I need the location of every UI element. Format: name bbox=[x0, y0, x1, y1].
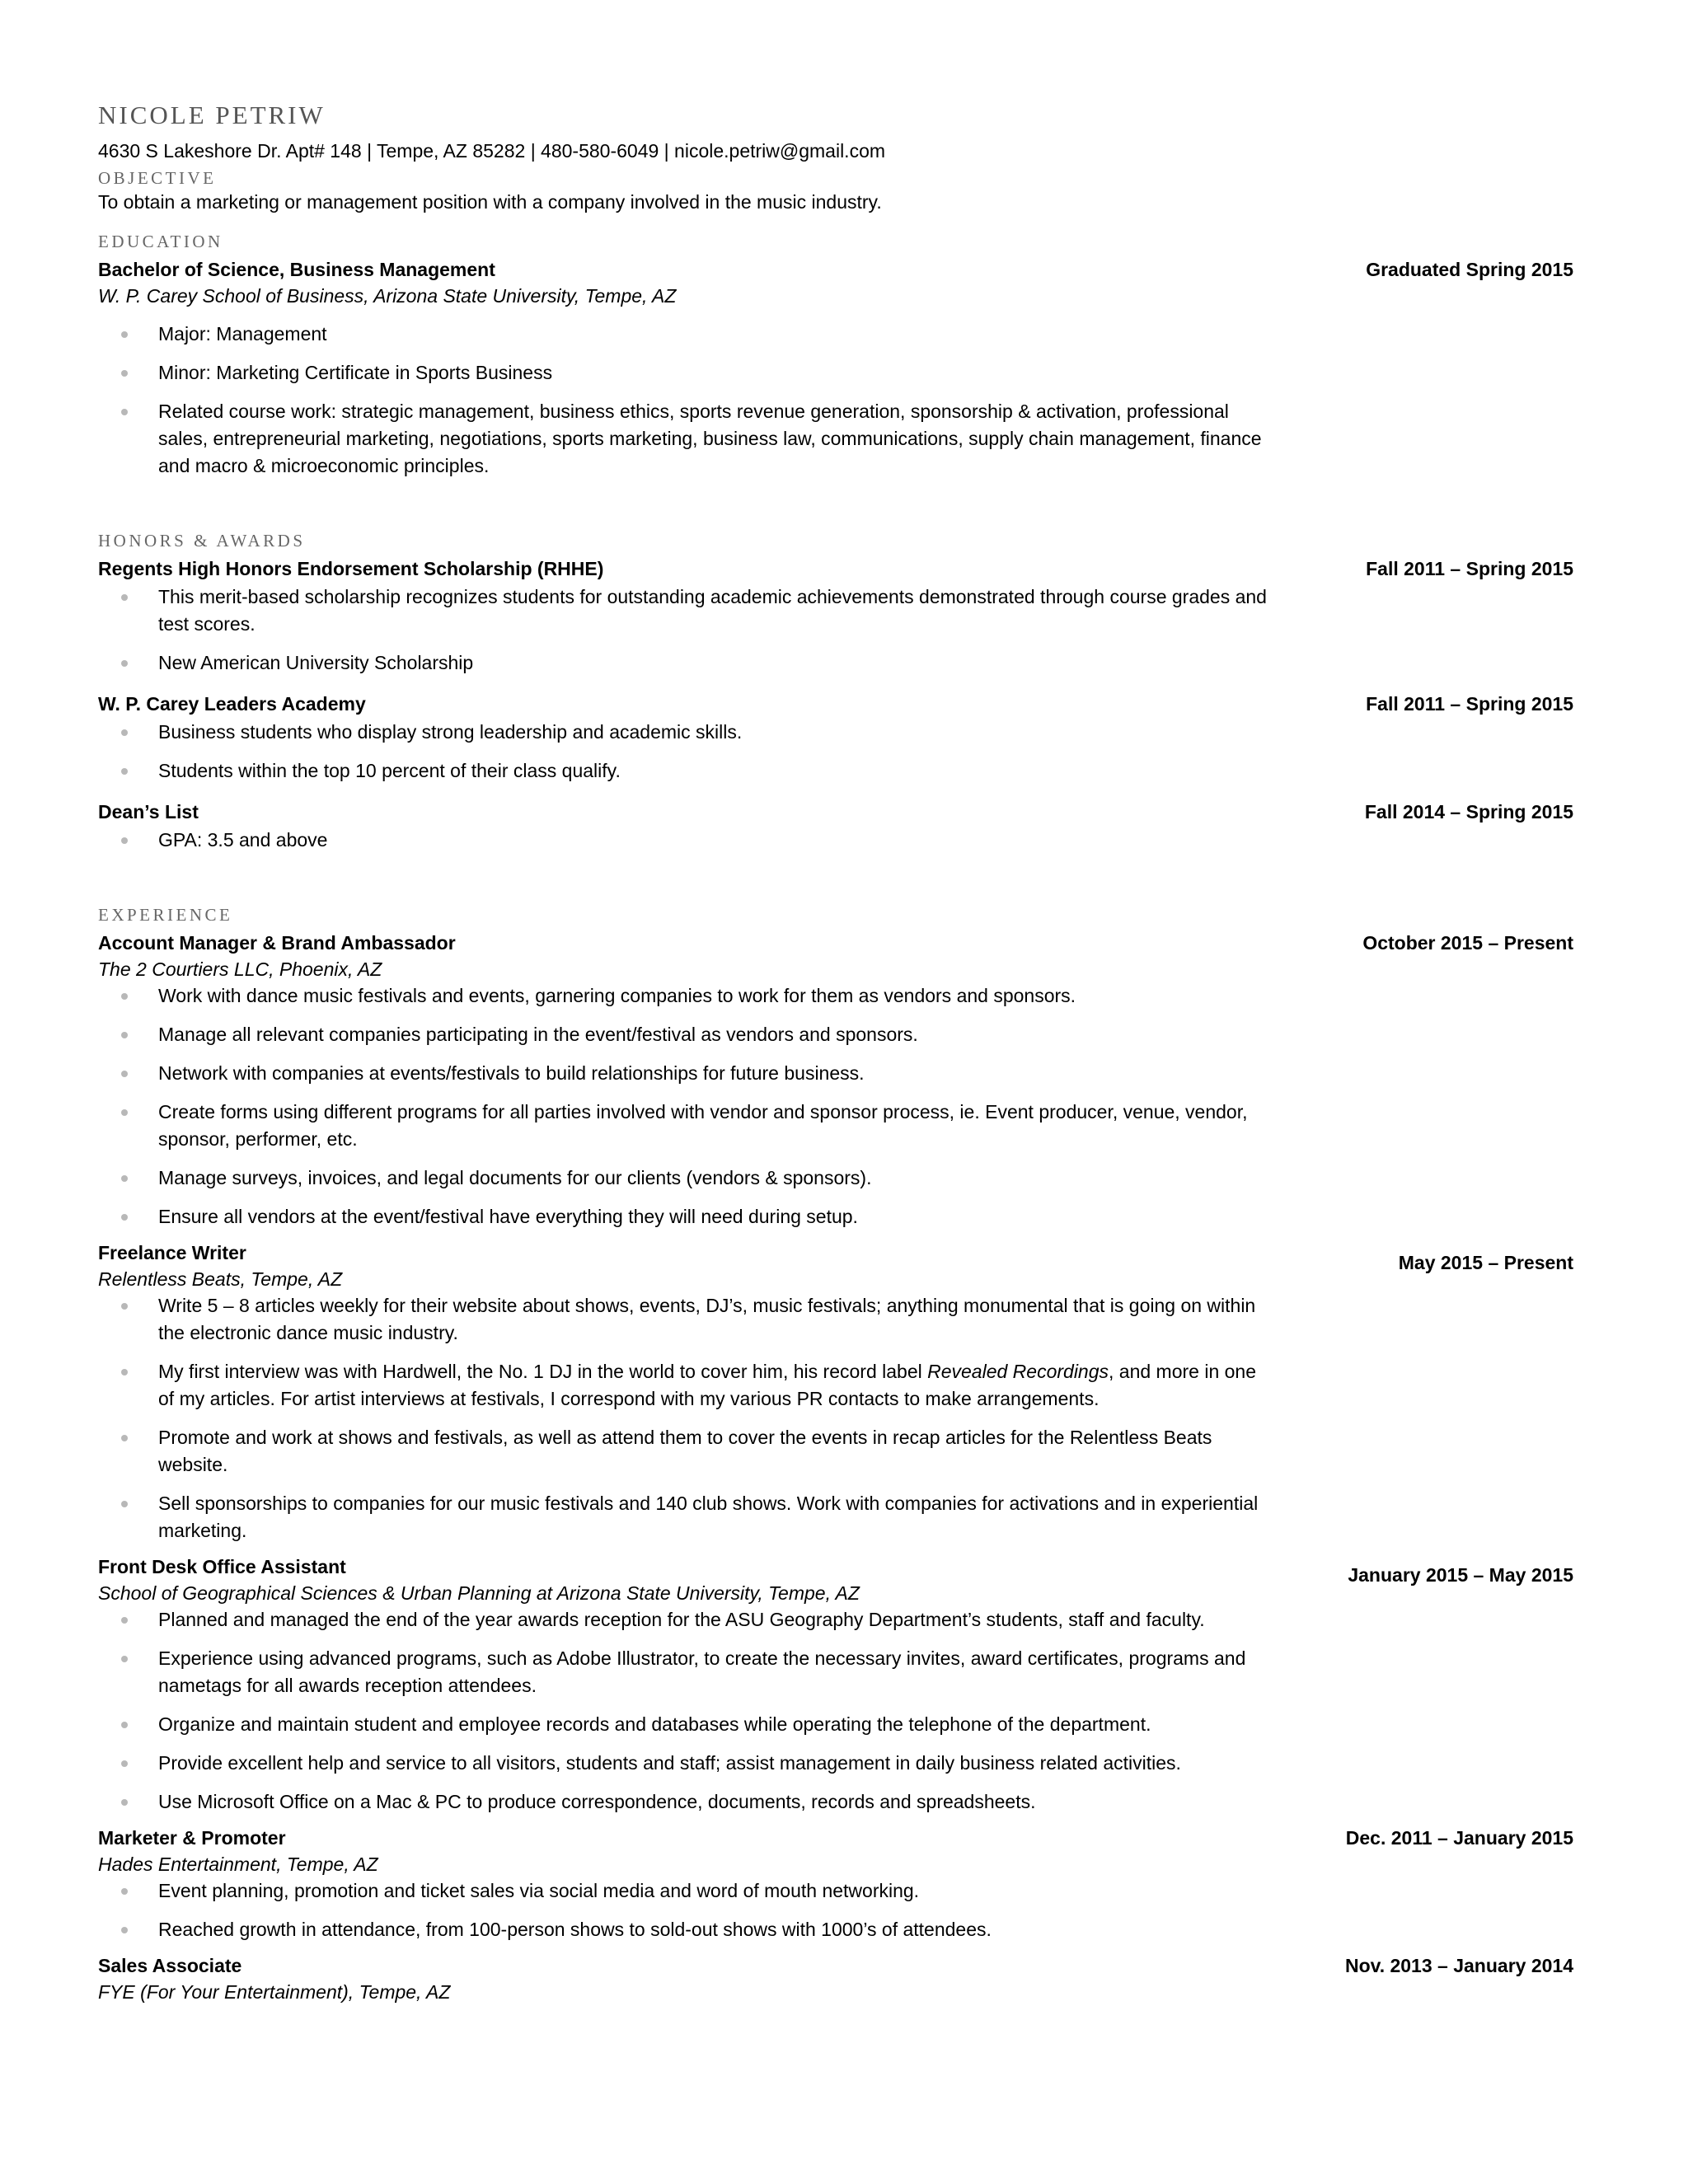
entry-header bbox=[98, 1556, 1573, 1586]
bullet-text: My first interview was with Hardwell, the No. 1 DJ in the world to cover him, his record label bbox=[158, 1361, 928, 1382]
entry-header bbox=[98, 1242, 1573, 1273]
experience-entry bbox=[98, 932, 1573, 1230]
bullet-item: Students within the top 10 percent of their class qualify. bbox=[98, 757, 1268, 785]
entry-header bbox=[98, 259, 1573, 281]
entry-date: Fall 2011 – Spring 2015 bbox=[1366, 558, 1573, 579]
experience-entry bbox=[98, 1242, 1573, 1544]
entry-title: Marketer & Promoter bbox=[98, 1827, 286, 1849]
entry-date: Graduated Spring 2015 bbox=[1366, 259, 1573, 280]
bullet-item: Provide excellent help and service to all visitors, students and staff; assist management in daily business related activities. bbox=[98, 1750, 1268, 1777]
honors-entry bbox=[98, 693, 1573, 785]
experience-entry bbox=[98, 1556, 1573, 1816]
entry-date: Fall 2014 – Spring 2015 bbox=[1364, 801, 1573, 823]
entry-header bbox=[98, 932, 1573, 954]
honors-entry bbox=[98, 558, 1573, 677]
entry-subtitle: Hades Entertainment, Tempe, AZ bbox=[98, 1854, 378, 1875]
experience-heading: EXPERIENCE bbox=[98, 905, 233, 925]
entry-title: Sales Associate bbox=[98, 1955, 242, 1976]
honors-heading: HONORS & AWARDS bbox=[98, 531, 306, 551]
bullet-item: Ensure all vendors at the event/festival have everything they will need during setup. bbox=[98, 1203, 1268, 1230]
bullet-item: Manage all relevant companies participating in the event/festival as vendors and sponsors. bbox=[98, 1021, 1268, 1048]
entry-subtitle: W. P. Carey School of Business, Arizona State University, Tempe, AZ bbox=[98, 285, 677, 307]
entry-date: Nov. 2013 – January 2014 bbox=[1344, 1955, 1573, 1976]
entry-subtitle: The 2 Courtiers LLC, Phoenix, AZ bbox=[98, 958, 382, 980]
bullet-item: Planned and managed the end of the year awards reception for the ASU Geography Department’s students, staff and faculty. bbox=[98, 1606, 1268, 1633]
bullet-list bbox=[98, 1292, 1268, 1544]
objective-heading: OBJECTIVE bbox=[98, 168, 217, 188]
bullet-list bbox=[98, 1877, 1268, 1943]
entry-title: Freelance Writer bbox=[98, 1242, 246, 1263]
bullet-item: Work with dance music festivals and events, garnering companies to work for them as vendors and sponsors. bbox=[98, 982, 1268, 1010]
entry-title: Dean’s List bbox=[98, 801, 199, 823]
bullet-list bbox=[98, 321, 1268, 480]
objective-text: To obtain a marketing or management position with a company involved in the music industry. bbox=[98, 191, 882, 213]
bullet-item: Reached growth in attendance, from 100-person shows to sold-out shows with 1000’s of attendees. bbox=[98, 1916, 1268, 1943]
entry-subtitle: Relentless Beats, Tempe, AZ bbox=[98, 1268, 343, 1290]
entry-date: Dec. 2011 – January 2015 bbox=[1345, 1827, 1573, 1849]
bullet-list bbox=[98, 982, 1268, 1230]
entry-title: Account Manager & Brand Ambassador bbox=[98, 932, 456, 954]
bullet-item: Minor: Marketing Certificate in Sports Business bbox=[98, 359, 1268, 387]
entry-header bbox=[98, 693, 1573, 715]
bullet-item: Experience using advanced programs, such as Adobe Illustrator, to create the necessary invites, award certificates, programs and nametags for all awards reception attendees. bbox=[98, 1645, 1268, 1699]
bullet-item: Business students who display strong leadership and academic skills. bbox=[98, 719, 1268, 746]
bullet-item: Sell sponsorships to companies for our music festivals and 140 club shows. Work with companies for activations and in experiential marketing. bbox=[98, 1490, 1268, 1544]
entry-title: Front Desk Office Assistant bbox=[98, 1556, 346, 1577]
resume-page bbox=[98, 101, 1573, 2004]
honors-entry bbox=[98, 801, 1573, 854]
entry-date: May 2015 – Present bbox=[1398, 1252, 1573, 1273]
bullet-item: Event planning, promotion and ticket sales via social media and word of mouth networking. bbox=[98, 1877, 1268, 1905]
bullet-item: This merit-based scholarship recognizes students for outstanding academic achievements demonstrated through course grades and test scores. bbox=[98, 583, 1268, 638]
entry-title: Bachelor of Science, Business Management bbox=[98, 259, 495, 280]
contact-line: 4630 S Lakeshore Dr. Apt# 148 | Tempe, AZ 85282 | 480-580-6049 | nicole.petriw@gmail.com bbox=[98, 140, 886, 162]
entry-header bbox=[98, 558, 1573, 580]
entry-date: January 2015 – May 2015 bbox=[1348, 1564, 1573, 1586]
entry-subtitle: School of Geographical Sciences & Urban Planning at Arizona State University, Tempe, AZ bbox=[98, 1582, 860, 1604]
experience-entry bbox=[98, 1827, 1573, 1943]
bullet-list bbox=[98, 827, 1268, 854]
bullet-item: Network with companies at events/festivals to build relationships for future business. bbox=[98, 1060, 1268, 1087]
education-entry bbox=[98, 259, 1573, 480]
bullet-text: , and more in one of my articles. For artist interviews at festivals, I correspond with my various PR contacts to make arrangements. bbox=[158, 1361, 1257, 1409]
bullet-item: Organize and maintain student and employee records and databases while operating the telephone of the department. bbox=[98, 1711, 1268, 1738]
entry-title: Regents High Honors Endorsement Scholarship (RHHE) bbox=[98, 558, 604, 579]
entry-header bbox=[98, 801, 1573, 823]
education-heading: EDUCATION bbox=[98, 232, 223, 251]
candidate-name: NICOLE PETRIW bbox=[98, 101, 326, 129]
bullet-item: Promote and work at shows and festivals, as well as attend them to cover the events in recap articles for the Relentless Beats website. bbox=[98, 1424, 1268, 1479]
entry-header bbox=[98, 1827, 1573, 1849]
entry-date: October 2015 – Present bbox=[1362, 932, 1573, 954]
bullet-item: Write 5 – 8 articles weekly for their website about shows, events, DJ’s, music festivals; anything monumental that is going on within the electronic dance music industry. bbox=[98, 1292, 1268, 1347]
bullet-list bbox=[98, 583, 1268, 677]
bullet-item: Major: Management bbox=[98, 321, 1268, 348]
bullet-item: Manage surveys, invoices, and legal documents for our clients (vendors & sponsors). bbox=[98, 1165, 1268, 1192]
entry-date: Fall 2011 – Spring 2015 bbox=[1366, 693, 1573, 715]
entry-header bbox=[98, 1955, 1573, 1977]
bullet-item: Related course work: strategic management, business ethics, sports revenue generation, sponsorship & activation, professional sales, entrepreneurial marketing, negotiations, sports marketing, business law, communications, supply chain management, finance and macro & microeconomic principles. bbox=[98, 398, 1268, 480]
record-label-name: Revealed Recordings bbox=[927, 1361, 1109, 1382]
bullet-list bbox=[98, 719, 1268, 785]
bullet-item: Create forms using different programs for all parties involved with vendor and sponsor process, ie. Event producer, venue, vendor, sponsor, performer, etc. bbox=[98, 1099, 1268, 1153]
entry-subtitle: FYE (For Your Entertainment), Tempe, AZ bbox=[98, 1981, 451, 2003]
bullet-item: New American University Scholarship bbox=[98, 649, 1268, 677]
bullet-item: Use Microsoft Office on a Mac & PC to produce correspondence, documents, records and spreadsheets. bbox=[98, 1788, 1268, 1816]
experience-entry bbox=[98, 1955, 1573, 2004]
bullet-item bbox=[98, 1358, 1268, 1413]
bullet-list bbox=[98, 1606, 1268, 1816]
bullet-item: GPA: 3.5 and above bbox=[98, 827, 1268, 854]
entry-title: W. P. Carey Leaders Academy bbox=[98, 693, 366, 715]
